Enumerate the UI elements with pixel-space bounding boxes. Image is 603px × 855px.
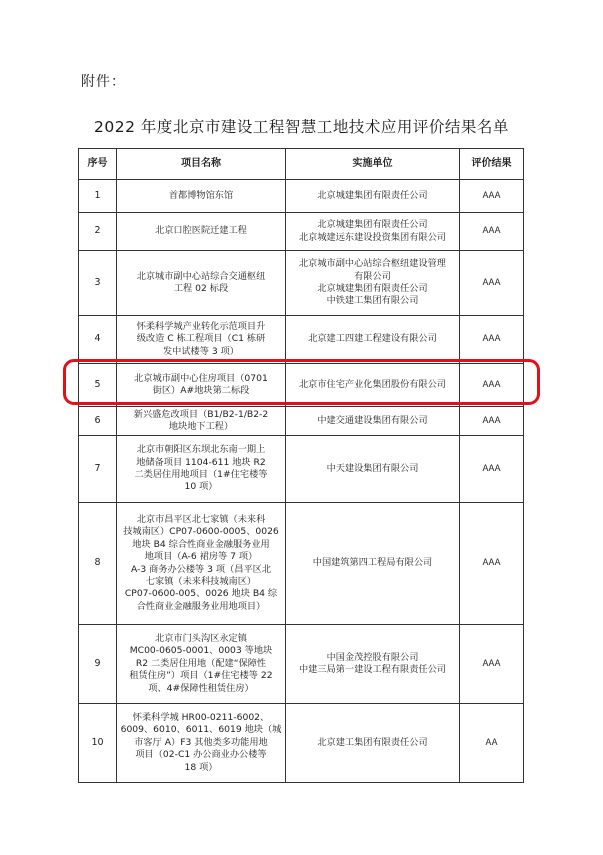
row-number: 8 [79, 503, 117, 625]
project-name-line: MC00-0605-0001、0003 等地块 [129, 645, 273, 657]
row-number: 6 [79, 407, 117, 436]
table-row [79, 436, 524, 503]
implementing-unit-line: 北京城建远东建设投资集团有限公司 [299, 231, 446, 243]
project-name-cell [117, 704, 286, 783]
evaluation-result: AAA [460, 364, 524, 407]
implementing-unit-line: 北京城建集团有限责任公司 [317, 189, 428, 201]
evaluation-result: AAA [460, 625, 524, 704]
project-name-line: 地储备项目 1104-611 地块 R2 [136, 456, 266, 468]
row-number: 1 [79, 180, 117, 213]
project-name-line: 怀柔科学城 HR00-0211-6002、 [132, 711, 270, 723]
implementing-unit-line: 北京建工四建工程建设有限公司 [308, 333, 437, 345]
results-table [78, 148, 524, 783]
project-name-cell [117, 625, 286, 704]
table-body [79, 180, 524, 783]
evaluation-result: AAA [460, 503, 524, 625]
implementing-unit-cell [286, 316, 460, 364]
table-row [79, 407, 524, 436]
project-name-line: 新兴盛危改项目（B1/B2-1/B2-2 [133, 408, 269, 420]
project-name-line: 七家镇（未来科技城南区） [145, 575, 257, 587]
project-name-line: 北京城市副中心站综合交通枢纽 [136, 270, 266, 282]
table-row [79, 704, 524, 783]
project-name-line: 租赁住房”）项目（1#住宅楼等 22 [129, 670, 273, 682]
row-number: 9 [79, 625, 117, 704]
project-name-cell [117, 251, 286, 316]
project-name-line: R2 二类居住用地（配建“保障性 [135, 657, 267, 669]
implementing-unit-line: 中铁建工集团有限公司 [326, 295, 419, 307]
project-name-line: 怀柔科学城产业转化示范项目升 [136, 320, 266, 332]
header-project: 项目名称 [117, 149, 286, 180]
evaluation-result: AA [460, 704, 524, 783]
project-name-line: 北京市门头沟区永定镇 [155, 632, 247, 644]
project-name-line: 10 项） [184, 481, 218, 493]
table-row [79, 251, 524, 316]
implementing-unit-line: 中建交通建设集团有限公司 [317, 414, 428, 426]
document-title: 2022 年度北京市建设工程智慧工地技术应用评价结果名单 [94, 118, 509, 136]
table-row [79, 180, 524, 213]
evaluation-result: AAA [460, 407, 524, 436]
project-name-line: 发中试楼等 3 项） [163, 345, 239, 357]
project-name-line: 首都博物馆东馆 [168, 189, 234, 201]
row-number: 2 [79, 213, 117, 251]
implementing-unit-line: 北京市住宅产业化集团股份有限公司 [299, 378, 446, 390]
table-header-row [79, 149, 524, 180]
project-name-line: 北京市昌平区北七家镇（未来科 [136, 513, 266, 525]
table-row [79, 503, 524, 625]
project-name-line: A-3 商务办公楼等 3 项（昌平区北 [130, 563, 272, 575]
header-unit: 实施单位 [286, 149, 460, 180]
project-name-line: 市客厅 A）F3 其他类多功能用地 [134, 736, 268, 748]
implementing-unit-cell [286, 213, 460, 251]
project-name-line: 地块地下工程） [168, 421, 234, 432]
implementing-unit-cell [286, 180, 460, 213]
project-name-line: 北京城市副中心住房项目（0701 [134, 372, 268, 384]
evaluation-result: AAA [460, 213, 524, 251]
implementing-unit-cell [286, 407, 460, 436]
project-name-cell [117, 316, 286, 364]
highlight-box [63, 359, 540, 405]
project-name-cell [117, 180, 286, 213]
implementing-unit-cell [286, 503, 460, 625]
project-name-line: CP07-0600-005、0026 地块 B4 综 [124, 588, 278, 600]
project-name-cell [117, 407, 286, 436]
project-name-cell [117, 436, 286, 503]
implementing-unit-line: 北京建工集团有限责任公司 [317, 736, 428, 748]
project-name-line: 18 项） [184, 761, 218, 773]
row-number: 10 [79, 704, 117, 783]
implementing-unit-line: 中国金茂控股有限公司 [326, 651, 419, 663]
implementing-unit-line: 中国建筑第四工程局有限公司 [312, 557, 433, 569]
implementing-unit-line: 中天建设集团有限公司 [326, 462, 419, 474]
row-number: 7 [79, 436, 117, 503]
project-name-line: 6009、6010、6011、6019 地块（城 [120, 724, 282, 736]
project-name-line: 合性商业金融服务业用地项目） [136, 600, 266, 612]
header-no: 序号 [79, 149, 117, 180]
attachment-label: 附件： [81, 74, 126, 90]
evaluation-result: AAA [460, 180, 524, 213]
evaluation-result: AAA [460, 251, 524, 316]
implementing-unit-line: 北京城建集团有限责任公司 [317, 283, 428, 294]
implementing-unit-cell [286, 625, 460, 704]
table-row [79, 625, 524, 704]
table-row [79, 213, 524, 251]
project-name-line: 街区）A#地块第二标段 [152, 385, 250, 396]
implementing-unit-line: 有限公司 [354, 270, 391, 282]
implementing-unit-line: 中建三局第一建设工程有限责任公司 [299, 664, 446, 675]
implementing-unit-cell [286, 704, 460, 783]
project-name-cell [117, 213, 286, 251]
project-name-line: 级改造 C 栋工程项目（C1 栋研 [136, 333, 266, 345]
project-name-line: 北京口腔医院迁建工程 [155, 225, 247, 237]
project-name-line: 地块 B4 综合性商业金融服务业用 [132, 538, 270, 550]
project-name-line: 技城南区）CP07-0600-0005、0026 [123, 526, 279, 538]
implementing-unit-line: 北京城建集团有限责任公司 [317, 219, 428, 231]
row-number: 5 [79, 364, 117, 407]
header-result: 评价结果 [460, 149, 524, 180]
implementing-unit-line: 北京城市副中心站综合枢纽建设管理 [299, 258, 446, 270]
project-name-line: 北京市朝阳区东坝北东南一期上 [136, 444, 266, 456]
project-name-line: 工程 02 标段 [173, 283, 229, 294]
project-name-line: 项、4#保障性租赁住房） [148, 682, 254, 694]
table-row [79, 316, 524, 364]
row-number: 4 [79, 316, 117, 364]
implementing-unit-cell [286, 436, 460, 503]
project-name-line: 二类居住用地项目（1#住宅楼等 [134, 469, 268, 480]
evaluation-result: AAA [460, 436, 524, 503]
project-name-cell [117, 503, 286, 625]
project-name-line: 项目（02-C1 办公商业办公楼等 [135, 749, 267, 761]
evaluation-result: AAA [460, 316, 524, 364]
row-number: 3 [79, 251, 117, 316]
implementing-unit-cell [286, 251, 460, 316]
project-name-line: 地项目（A-6 裙房等 7 项） [144, 551, 258, 563]
